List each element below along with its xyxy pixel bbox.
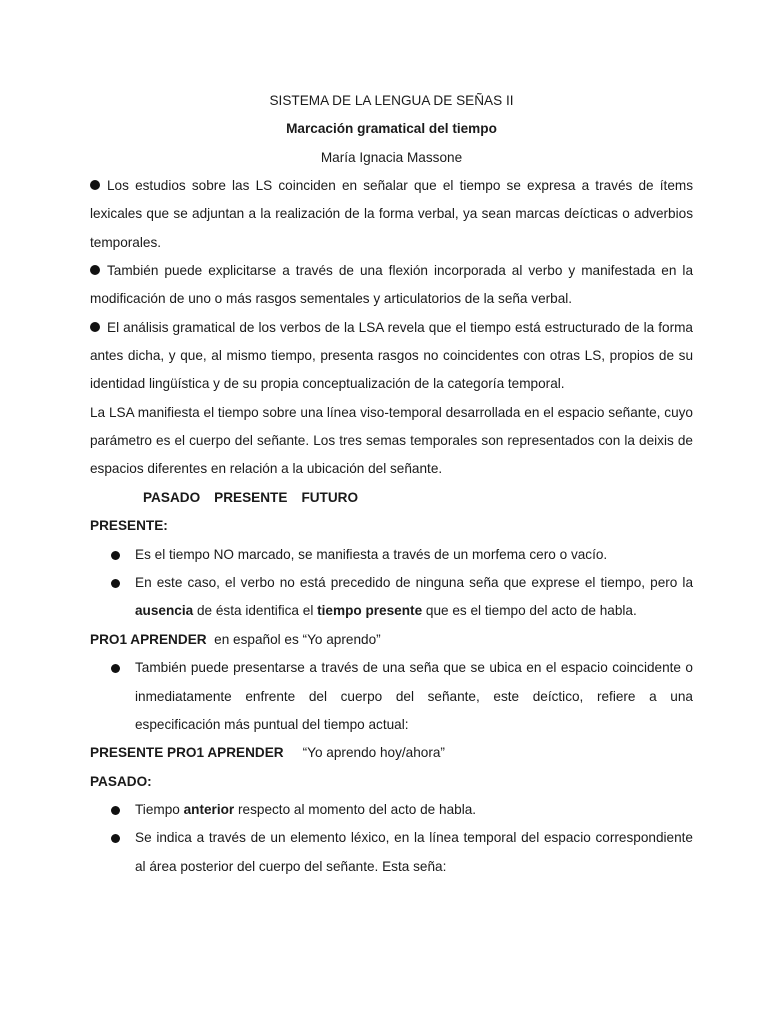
bullet-icon	[111, 551, 120, 560]
timeline-presente: PRESENTE	[214, 490, 288, 505]
bullet-icon	[90, 322, 100, 332]
presente-example-1: PRO1 APRENDER en español es “Yo aprendo”	[90, 632, 381, 647]
paragraph-3-line-1: El análisis gramatical de los verbos de la LSA revela que el tiempo está estructurado de la forma	[90, 314, 693, 342]
presente-bullet-2-line-2: ausencia de ésta identifica el tiempo presente que es el tiempo del acto de habla.	[135, 603, 637, 618]
presente-bullet-2-line-1: En este caso, el verbo no está precedido de ninguna seña que exprese el tiempo, pero la	[135, 575, 693, 590]
paragraph-1-line-1: Los estudios sobre las LS coinciden en señalar que el tiempo se expresa a través de ítems	[90, 172, 693, 200]
presente-heading: PRESENTE:	[90, 518, 168, 533]
paragraph-3-line-3: identidad lingüística y de su propia conceptualización de la categoría temporal.	[90, 376, 565, 391]
bullet-icon	[90, 180, 100, 190]
pasado-bullet-2-line-1: Se indica a través de un elemento léxico, en la línea temporal del espacio correspondiente	[135, 830, 693, 845]
paragraph-4-line-1: La LSA manifiesta el tiempo sobre una línea viso-temporal desarrollada en el espacio señante, cuyo	[90, 405, 693, 420]
presente-example-2: PRESENTE PRO1 APRENDER “Yo aprendo hoy/ahora”	[90, 745, 445, 760]
doc-title: SISTEMA DE LA LENGUA DE SEÑAS II	[269, 93, 514, 108]
paragraph-3-line-2: antes dicha, y que, al mismo tiempo, presenta rasgos no coincidentes con otras LS, propios de su	[90, 348, 693, 363]
timeline-pasado: PASADO	[143, 490, 201, 505]
doc-author: María Ignacia Massone	[320, 150, 463, 165]
presente-bullet-3-line-1: También puede presentarse a través de una seña que se ubica en el espacio coincidente o	[135, 660, 693, 675]
presente-bullet-3-line-2: inmediatamente enfrente del cuerpo del señante, este deíctico, refiere a una	[135, 689, 693, 704]
bullet-icon	[90, 265, 100, 275]
paragraph-1-line-3: temporales.	[90, 235, 162, 250]
paragraph-2-line-2: modificación de uno o más rasgos sementales y articulatorios de la seña verbal.	[90, 291, 573, 306]
pasado-bullet-1: Tiempo anterior respecto al momento del acto de habla.	[135, 802, 477, 817]
paragraph-2-line-1: También puede explicitarse a través de una flexión incorporada al verbo y manifestada en la	[90, 257, 693, 285]
pasado-bullet-2-line-2: al área posterior del cuerpo del señante. Esta seña:	[135, 859, 447, 874]
timeline-futuro: FUTURO	[301, 490, 359, 505]
timeline-labels	[143, 484, 358, 512]
paragraph-4-line-3: espacios diferentes en relación a la ubicación del señante.	[90, 461, 443, 476]
paragraph-4-line-2: parámetro es el cuerpo del señante. Los tres semas temporales son representados con la deixis de	[90, 433, 693, 448]
presente-bullet-3-line-3: especificación más puntual del tiempo actual:	[135, 717, 409, 732]
bullet-icon	[111, 579, 120, 588]
doc-subtitle: Marcación gramatical del tiempo	[286, 121, 497, 136]
paragraph-1-line-2: lexicales que se adjuntan a la realización de la forma verbal, ya sean marcas deícticas o adverbios	[90, 206, 693, 221]
presente-bullet-1: Es el tiempo NO marcado, se manifiesta a través de un morfema cero o vacío.	[135, 547, 608, 562]
pasado-heading: PASADO:	[90, 774, 152, 789]
bullet-icon	[111, 664, 120, 673]
bullet-icon	[111, 834, 120, 843]
bullet-icon	[111, 806, 120, 815]
